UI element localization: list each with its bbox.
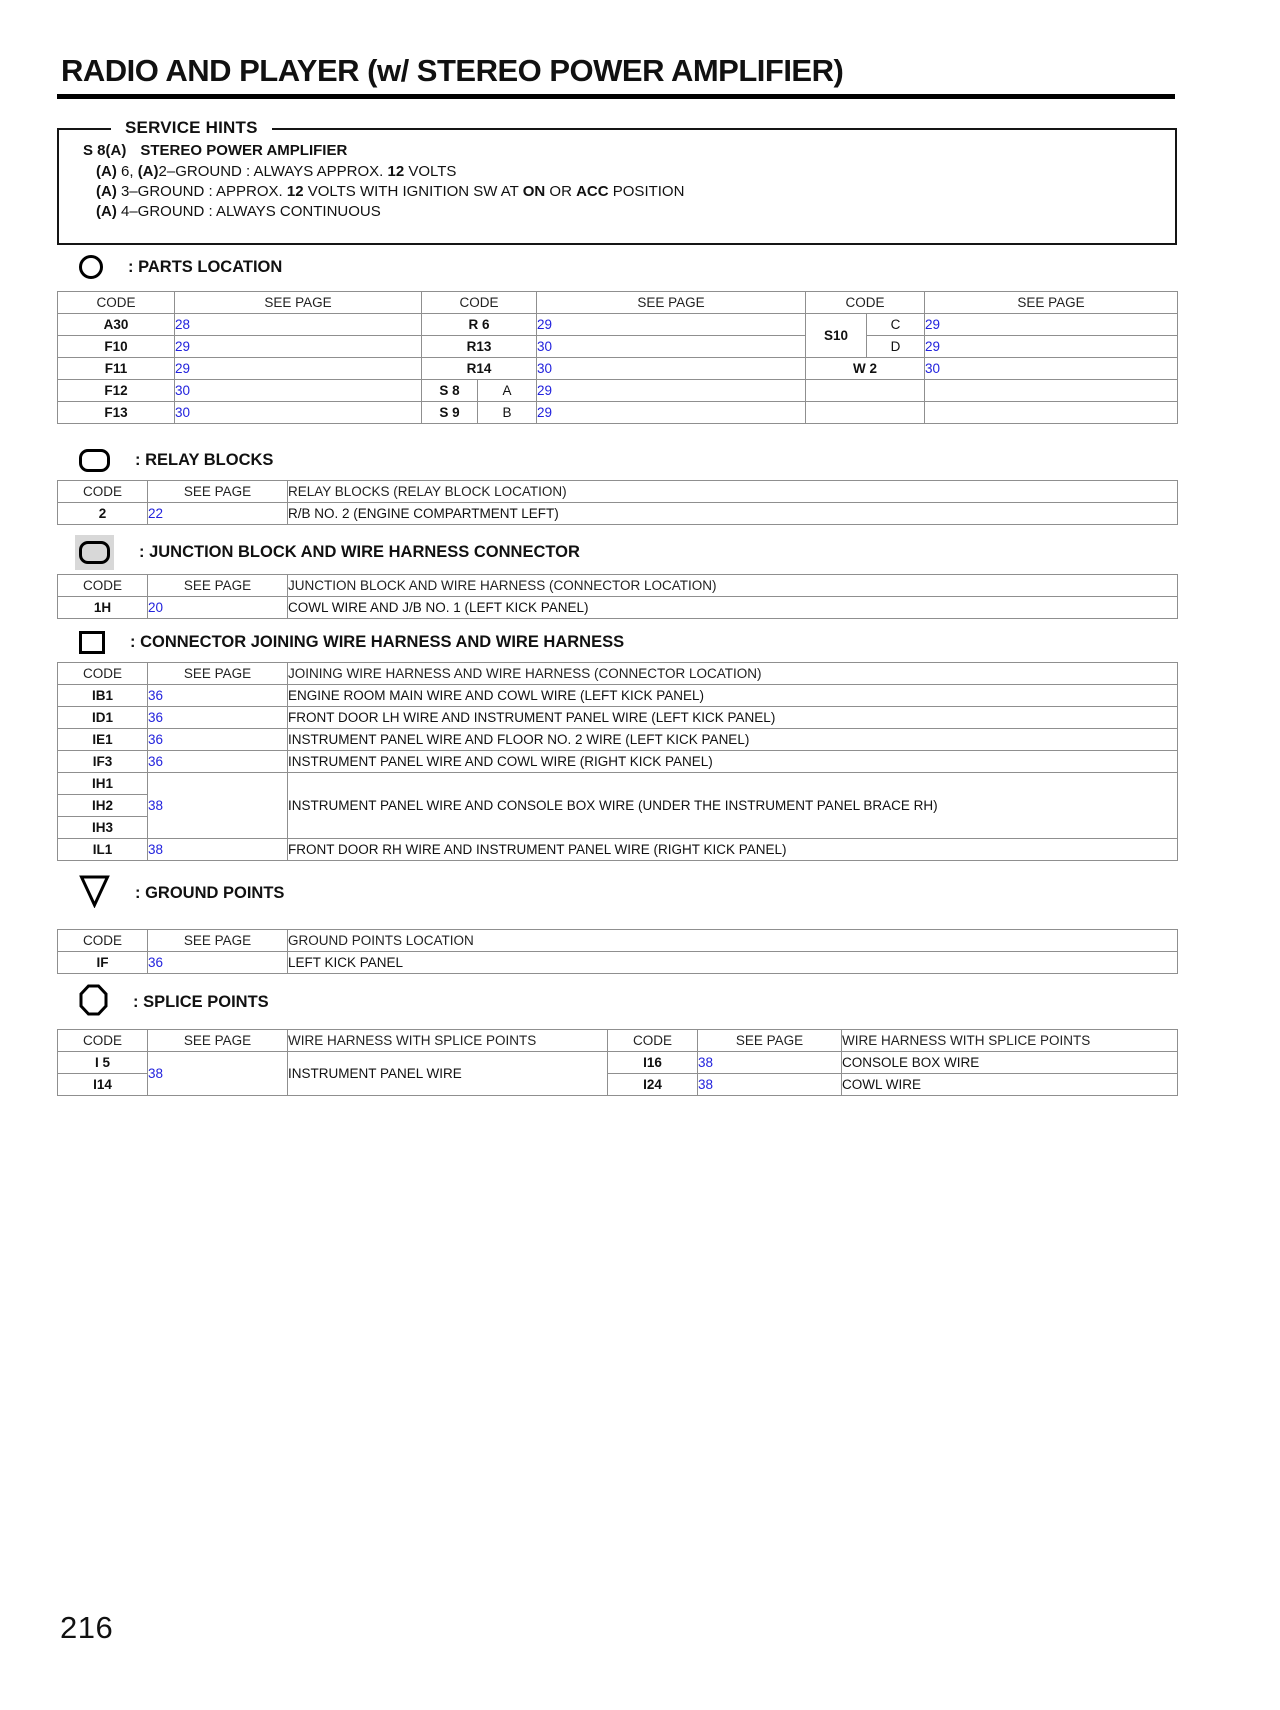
page-cell: 36 [148, 685, 288, 707]
page-cell: 28 [175, 314, 422, 336]
code-cell: S10 [806, 314, 867, 358]
page-cell: 38 [148, 839, 288, 861]
code-cell: R14 [422, 358, 537, 380]
desc-cell: CONSOLE BOX WIRE [842, 1052, 1178, 1074]
code-cell: IE1 [58, 729, 148, 751]
manual-page [57, 54, 1177, 1096]
header-cell: RELAY BLOCKS (RELAY BLOCK LOCATION) [288, 481, 1178, 503]
code-cell: F12 [58, 380, 175, 402]
page-cell: 29 [925, 336, 1178, 358]
header-cell: CODE [58, 292, 175, 314]
page-cell: 30 [175, 402, 422, 424]
header-cell: CODE [58, 930, 148, 952]
header-cell: SEE PAGE [175, 292, 422, 314]
header-cell: CODE [58, 663, 148, 685]
page-cell: 36 [148, 751, 288, 773]
code-cell: F10 [58, 336, 175, 358]
desc-cell: COWL WIRE AND J/B NO. 1 (LEFT KICK PANEL) [288, 597, 1178, 619]
triangle-down-icon [79, 874, 110, 913]
table-row [58, 707, 1178, 729]
code-cell: IF3 [58, 751, 148, 773]
page-cell: 29 [537, 380, 806, 402]
table-row [58, 314, 1178, 336]
table-header-row [58, 292, 1178, 314]
shaded-rounded-rect-icon [79, 541, 110, 564]
code-cell: IL1 [58, 839, 148, 861]
page-cell: 36 [148, 729, 288, 751]
header-cell: CODE [422, 292, 537, 314]
code-cell: IF [58, 952, 148, 974]
header-cell: GROUND POINTS LOCATION [288, 930, 1178, 952]
code-cell: I16 [608, 1052, 698, 1074]
section-heading-parts-location [57, 255, 1177, 279]
text-segment: 2–GROUND : ALWAYS APPROX. [158, 163, 388, 180]
table-row [58, 402, 1178, 424]
page-cell: 38 [698, 1052, 842, 1074]
table-row [58, 773, 1178, 795]
header-cell: WIRE HARNESS WITH SPLICE POINTS [288, 1030, 608, 1052]
relay-blocks-table [57, 480, 1178, 525]
section-heading-relay-blocks [57, 449, 1177, 472]
code-cell: IH1 [58, 773, 148, 795]
header-cell: JOINING WIRE HARNESS AND WIRE HARNESS (CONNECTOR LOCATION) [288, 663, 1178, 685]
table-row [58, 839, 1178, 861]
page-cell: 29 [537, 314, 806, 336]
table-row [58, 751, 1178, 773]
text-segment: 3–GROUND : APPROX. [116, 183, 287, 200]
section-heading-splice-points [57, 984, 1177, 1021]
desc-cell: R/B NO. 2 (ENGINE COMPARTMENT LEFT) [288, 503, 1178, 525]
section-title: : PARTS LOCATION [128, 257, 283, 276]
header-cell: SEE PAGE [925, 292, 1178, 314]
code-cell: R13 [422, 336, 537, 358]
service-hint-line-2 [96, 162, 1175, 182]
text-segment: POSITION [608, 183, 685, 200]
service-hints-box [57, 118, 1177, 245]
header-cell: WIRE HARNESS WITH SPLICE POINTS [842, 1030, 1178, 1052]
code-sub-cell: C [867, 314, 925, 336]
section-title: : SPLICE POINTS [133, 993, 269, 1011]
page-title: RADIO AND PLAYER (w/ STEREO POWER AMPLIFIER) [61, 53, 844, 88]
ground-points-table [57, 929, 1178, 974]
empty-cell [925, 402, 1178, 424]
code-cell: A30 [58, 314, 175, 336]
header-cell: CODE [806, 292, 925, 314]
octagon-icon [79, 984, 108, 1021]
header-cell: SEE PAGE [537, 292, 806, 314]
text-segment: 6, [116, 163, 138, 180]
header-cell: SEE PAGE [148, 663, 288, 685]
table-row [58, 380, 1178, 402]
desc-cell: INSTRUMENT PANEL WIRE AND FLOOR NO. 2 WIRE (LEFT KICK PANEL) [288, 729, 1178, 751]
empty-cell [806, 402, 925, 424]
header-cell: SEE PAGE [148, 1030, 288, 1052]
table-header-row [58, 663, 1178, 685]
header-cell: CODE [608, 1030, 698, 1052]
header-cell: CODE [58, 481, 148, 503]
code-cell: I14 [58, 1074, 148, 1096]
service-hint-line-1 [83, 141, 1175, 161]
empty-cell [806, 380, 925, 402]
code-cell: 2 [58, 503, 148, 525]
desc-cell: INSTRUMENT PANEL WIRE [288, 1052, 608, 1096]
text-segment: (A) [137, 163, 159, 180]
desc-cell: COWL WIRE [842, 1074, 1178, 1096]
table-row [58, 336, 1178, 358]
code-cell: IH3 [58, 817, 148, 839]
code-cell: IH2 [58, 795, 148, 817]
empty-cell [925, 380, 1178, 402]
splice-points-table [57, 1029, 1178, 1096]
service-hint-line-3 [96, 182, 1175, 202]
header-cell: JUNCTION BLOCK AND WIRE HARNESS (CONNECTOR LOCATION) [288, 575, 1178, 597]
page-cell: 38 [698, 1074, 842, 1096]
page-cell: 20 [148, 597, 288, 619]
page-number: 216 [60, 1610, 114, 1645]
code-cell: F13 [58, 402, 175, 424]
table-row [58, 503, 1178, 525]
section-title: : RELAY BLOCKS [135, 451, 274, 469]
table-row [58, 952, 1178, 974]
code-cell: I24 [608, 1074, 698, 1096]
section-heading-junction-block [57, 535, 1177, 570]
text-segment: (A) [96, 203, 117, 220]
page-cell: 30 [925, 358, 1178, 380]
code-sub-cell: A [478, 380, 537, 402]
page-cell: 29 [175, 336, 422, 358]
desc-cell: INSTRUMENT PANEL WIRE AND COWL WIRE (RIGHT KICK PANEL) [288, 751, 1178, 773]
code-cell: R 6 [422, 314, 537, 336]
table-row [58, 685, 1178, 707]
desc-cell: ENGINE ROOM MAIN WIRE AND COWL WIRE (LEFT KICK PANEL) [288, 685, 1178, 707]
rounded-rect-icon [79, 449, 110, 472]
table-row [58, 358, 1178, 380]
circle-icon [79, 255, 103, 279]
desc-cell: INSTRUMENT PANEL WIRE AND CONSOLE BOX WIRE (UNDER THE INSTRUMENT PANEL BRACE RH) [288, 773, 1178, 839]
desc-cell: FRONT DOOR LH WIRE AND INSTRUMENT PANEL WIRE (LEFT KICK PANEL) [288, 707, 1178, 729]
square-icon [79, 631, 105, 654]
text-segment: OR [545, 183, 577, 200]
section-heading-connector-joining [57, 631, 1177, 654]
junction-block-table [57, 574, 1178, 619]
page-cell: 30 [537, 358, 806, 380]
code-cell: 1H [58, 597, 148, 619]
code-cell: F11 [58, 358, 175, 380]
page-cell: 36 [148, 707, 288, 729]
text-segment: 12 [286, 183, 304, 200]
code-cell: W 2 [806, 358, 925, 380]
table-header-row [58, 575, 1178, 597]
service-hints-legend: SERVICE HINTS [111, 118, 272, 138]
header-cell: SEE PAGE [698, 1030, 842, 1052]
header-cell: SEE PAGE [148, 930, 288, 952]
desc-cell: FRONT DOOR RH WIRE AND INSTRUMENT PANEL WIRE (RIGHT KICK PANEL) [288, 839, 1178, 861]
parts-location-table [57, 291, 1178, 424]
table-row [58, 597, 1178, 619]
table-row [58, 1052, 1178, 1074]
text-segment: 4–GROUND : ALWAYS CONTINUOUS [116, 203, 381, 220]
code-cell: S 8 [422, 380, 478, 402]
header-cell: SEE PAGE [148, 481, 288, 503]
section-title: : CONNECTOR JOINING WIRE HARNESS AND WIRE HARNESS [130, 633, 625, 651]
page-cell: 29 [537, 402, 806, 424]
text-segment: S 8(A) [83, 142, 127, 159]
header-cell: CODE [58, 1030, 148, 1052]
text-segment: ON [522, 183, 546, 200]
section-title: : GROUND POINTS [135, 884, 285, 902]
connector-joining-table [57, 662, 1178, 861]
page-cell: 30 [537, 336, 806, 358]
text-segment: VOLTS [404, 163, 457, 180]
desc-cell: LEFT KICK PANEL [288, 952, 1178, 974]
page-cell: 36 [148, 952, 288, 974]
page-cell: 22 [148, 503, 288, 525]
text-segment: (A) [96, 163, 117, 180]
text-segment: (A) [96, 183, 117, 200]
page-cell: 38 [148, 773, 288, 839]
code-cell: IB1 [58, 685, 148, 707]
code-cell: ID1 [58, 707, 148, 729]
code-sub-cell: B [478, 402, 537, 424]
page-cell: 30 [175, 380, 422, 402]
header-cell: SEE PAGE [148, 575, 288, 597]
table-header-row [58, 481, 1178, 503]
text-segment: STEREO POWER AMPLIFIER [140, 142, 348, 159]
table-row [58, 729, 1178, 751]
section-heading-ground-points [57, 874, 1177, 913]
code-cell: S 9 [422, 402, 478, 424]
code-cell: I 5 [58, 1052, 148, 1074]
page-cell: 29 [175, 358, 422, 380]
icon-shade-background [75, 535, 114, 570]
page-cell: 38 [148, 1052, 288, 1096]
page-cell: 29 [925, 314, 1178, 336]
code-sub-cell: D [867, 336, 925, 358]
title-rule [57, 94, 1175, 99]
service-hint-line-4 [96, 202, 1175, 222]
text-segment: 12 [387, 163, 405, 180]
text-segment: ACC [576, 183, 609, 200]
table-header-row [58, 1030, 1178, 1052]
section-title: : JUNCTION BLOCK AND WIRE HARNESS CONNECTOR [139, 543, 580, 561]
header-cell: CODE [58, 575, 148, 597]
table-header-row [58, 930, 1178, 952]
text-segment: VOLTS WITH IGNITION SW AT [303, 183, 523, 200]
